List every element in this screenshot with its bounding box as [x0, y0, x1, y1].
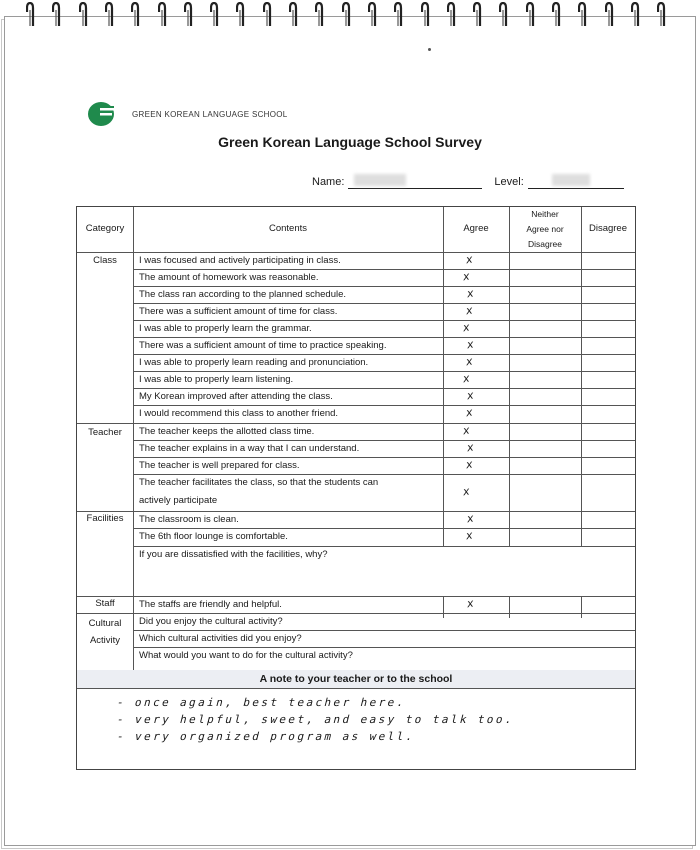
- category-cultural-activity: Cultural Activity: [88, 618, 122, 646]
- agree-checkmark[interactable]: x: [462, 320, 471, 335]
- survey-question: There was a sufficient amount of time to practice speaking.: [139, 340, 387, 351]
- spiral-ring: [158, 2, 168, 28]
- level-label: Level:: [494, 176, 524, 188]
- school-logo-icon: [86, 100, 126, 128]
- agree-checkmark[interactable]: x: [465, 303, 474, 318]
- handwritten-note-line: - once again, best teacher here.: [115, 696, 408, 709]
- school-logo-text: GREEN KOREAN LANGUAGE SCHOOL: [132, 109, 288, 119]
- handwritten-note-line: - very helpful, sweet, and easy to talk too.: [115, 713, 516, 726]
- spiral-ring: [578, 2, 588, 28]
- spiral-ring: [289, 2, 299, 28]
- survey-question: Which cultural activities did you enjoy?: [139, 633, 302, 644]
- spiral-ring: [79, 2, 89, 28]
- survey-table: [76, 206, 636, 770]
- school-logo: [86, 100, 288, 128]
- agree-checkmark[interactable]: x: [466, 337, 475, 352]
- spiral-ring: [52, 2, 62, 28]
- spiral-ring: [394, 2, 404, 28]
- spiral-ring: [26, 2, 36, 28]
- name-level-row: [312, 176, 624, 189]
- category-class: Class: [93, 255, 117, 266]
- spiral-ring: [184, 2, 194, 28]
- survey-question: The teacher explains in a way that I can understand.: [139, 443, 360, 454]
- agree-checkmark[interactable]: x: [462, 371, 471, 386]
- spiral-ring: [105, 2, 115, 28]
- survey-question-continued: actively participate: [139, 495, 218, 506]
- category-staff: Staff: [95, 598, 115, 609]
- spiral-binding: [0, 0, 700, 32]
- spiral-ring: [421, 2, 431, 28]
- agree-checkmark[interactable]: x: [462, 484, 471, 499]
- survey-question: There was a sufficient amount of time for class.: [139, 306, 338, 317]
- name-field[interactable]: [348, 176, 482, 189]
- agree-checkmark[interactable]: x: [466, 440, 475, 455]
- agree-checkmark[interactable]: x: [465, 457, 474, 472]
- spiral-ring: [605, 2, 615, 28]
- spiral-ring: [499, 2, 509, 28]
- level-field[interactable]: [528, 176, 624, 189]
- redacted-name: [354, 174, 406, 186]
- survey-title: Green Korean Language School Survey: [218, 134, 482, 150]
- survey-question: My Korean improved after attending the class.: [139, 391, 333, 402]
- category-facilities: Facilities: [86, 513, 124, 524]
- spiral-ring: [131, 2, 141, 28]
- survey-question: The class ran according to the planned schedule.: [139, 289, 347, 300]
- survey-question: The teacher facilitates the class, so that the students can: [139, 477, 379, 488]
- survey-question: The teacher is well prepared for class.: [139, 460, 300, 471]
- redacted-level: [552, 174, 590, 186]
- survey-question: If you are dissatisfied with the facilities, why?: [139, 549, 328, 560]
- agree-checkmark[interactable]: x: [465, 528, 474, 543]
- handwritten-note-line: - very organized program as well.: [115, 730, 417, 743]
- spiral-ring: [447, 2, 457, 28]
- spiral-ring: [263, 2, 273, 28]
- spiral-ring: [342, 2, 352, 28]
- agree-checkmark[interactable]: x: [466, 511, 475, 526]
- spiral-ring: [657, 2, 667, 28]
- agree-checkmark[interactable]: x: [466, 596, 475, 611]
- spiral-ring: [236, 2, 246, 28]
- header-agree: Agree: [463, 223, 489, 234]
- agree-checkmark[interactable]: x: [465, 252, 474, 267]
- ink-speck: [428, 48, 431, 51]
- spiral-ring: [473, 2, 483, 28]
- spiral-ring: [210, 2, 220, 28]
- spiral-ring: [526, 2, 536, 28]
- survey-question: I was focused and actively participating in class.: [139, 255, 341, 266]
- survey-question: The 6th floor lounge is comfortable.: [139, 531, 288, 542]
- survey-question: I would recommend this class to another friend.: [139, 408, 339, 419]
- header-neither: Neither Agree nor Disagree: [526, 209, 564, 249]
- name-label: Name:: [312, 176, 345, 188]
- spiral-ring: [631, 2, 641, 28]
- survey-question: I was able to properly learn listening.: [139, 374, 294, 385]
- survey-question: What would you want to do for the cultural activity?: [139, 650, 353, 661]
- header-disagree: Disagree: [588, 223, 628, 234]
- survey-question: The classroom is clean.: [139, 514, 239, 525]
- survey-question: I was able to properly learn the grammar.: [139, 323, 312, 334]
- survey-question: The teacher keeps the allotted class time.: [139, 426, 315, 437]
- agree-checkmark[interactable]: x: [465, 354, 474, 369]
- category-teacher: Teacher: [88, 427, 122, 438]
- agree-checkmark[interactable]: x: [466, 388, 475, 403]
- survey-question: The staffs are friendly and helpful.: [139, 599, 282, 610]
- header-contents: Contents: [268, 223, 308, 234]
- note-header: A note to your teacher or to the school: [77, 670, 635, 688]
- spiral-ring: [315, 2, 325, 28]
- survey-question: Did you enjoy the cultural activity?: [139, 616, 283, 627]
- header-category: Category: [85, 223, 125, 234]
- spiral-ring: [552, 2, 562, 28]
- agree-checkmark[interactable]: x: [465, 405, 474, 420]
- survey-question: I was able to properly learn reading and pronunciation.: [139, 357, 369, 368]
- spiral-ring: [368, 2, 378, 28]
- survey-question: The amount of homework was reasonable.: [139, 272, 319, 283]
- agree-checkmark[interactable]: x: [462, 423, 471, 438]
- agree-checkmark[interactable]: x: [462, 269, 471, 284]
- agree-checkmark[interactable]: x: [466, 286, 475, 301]
